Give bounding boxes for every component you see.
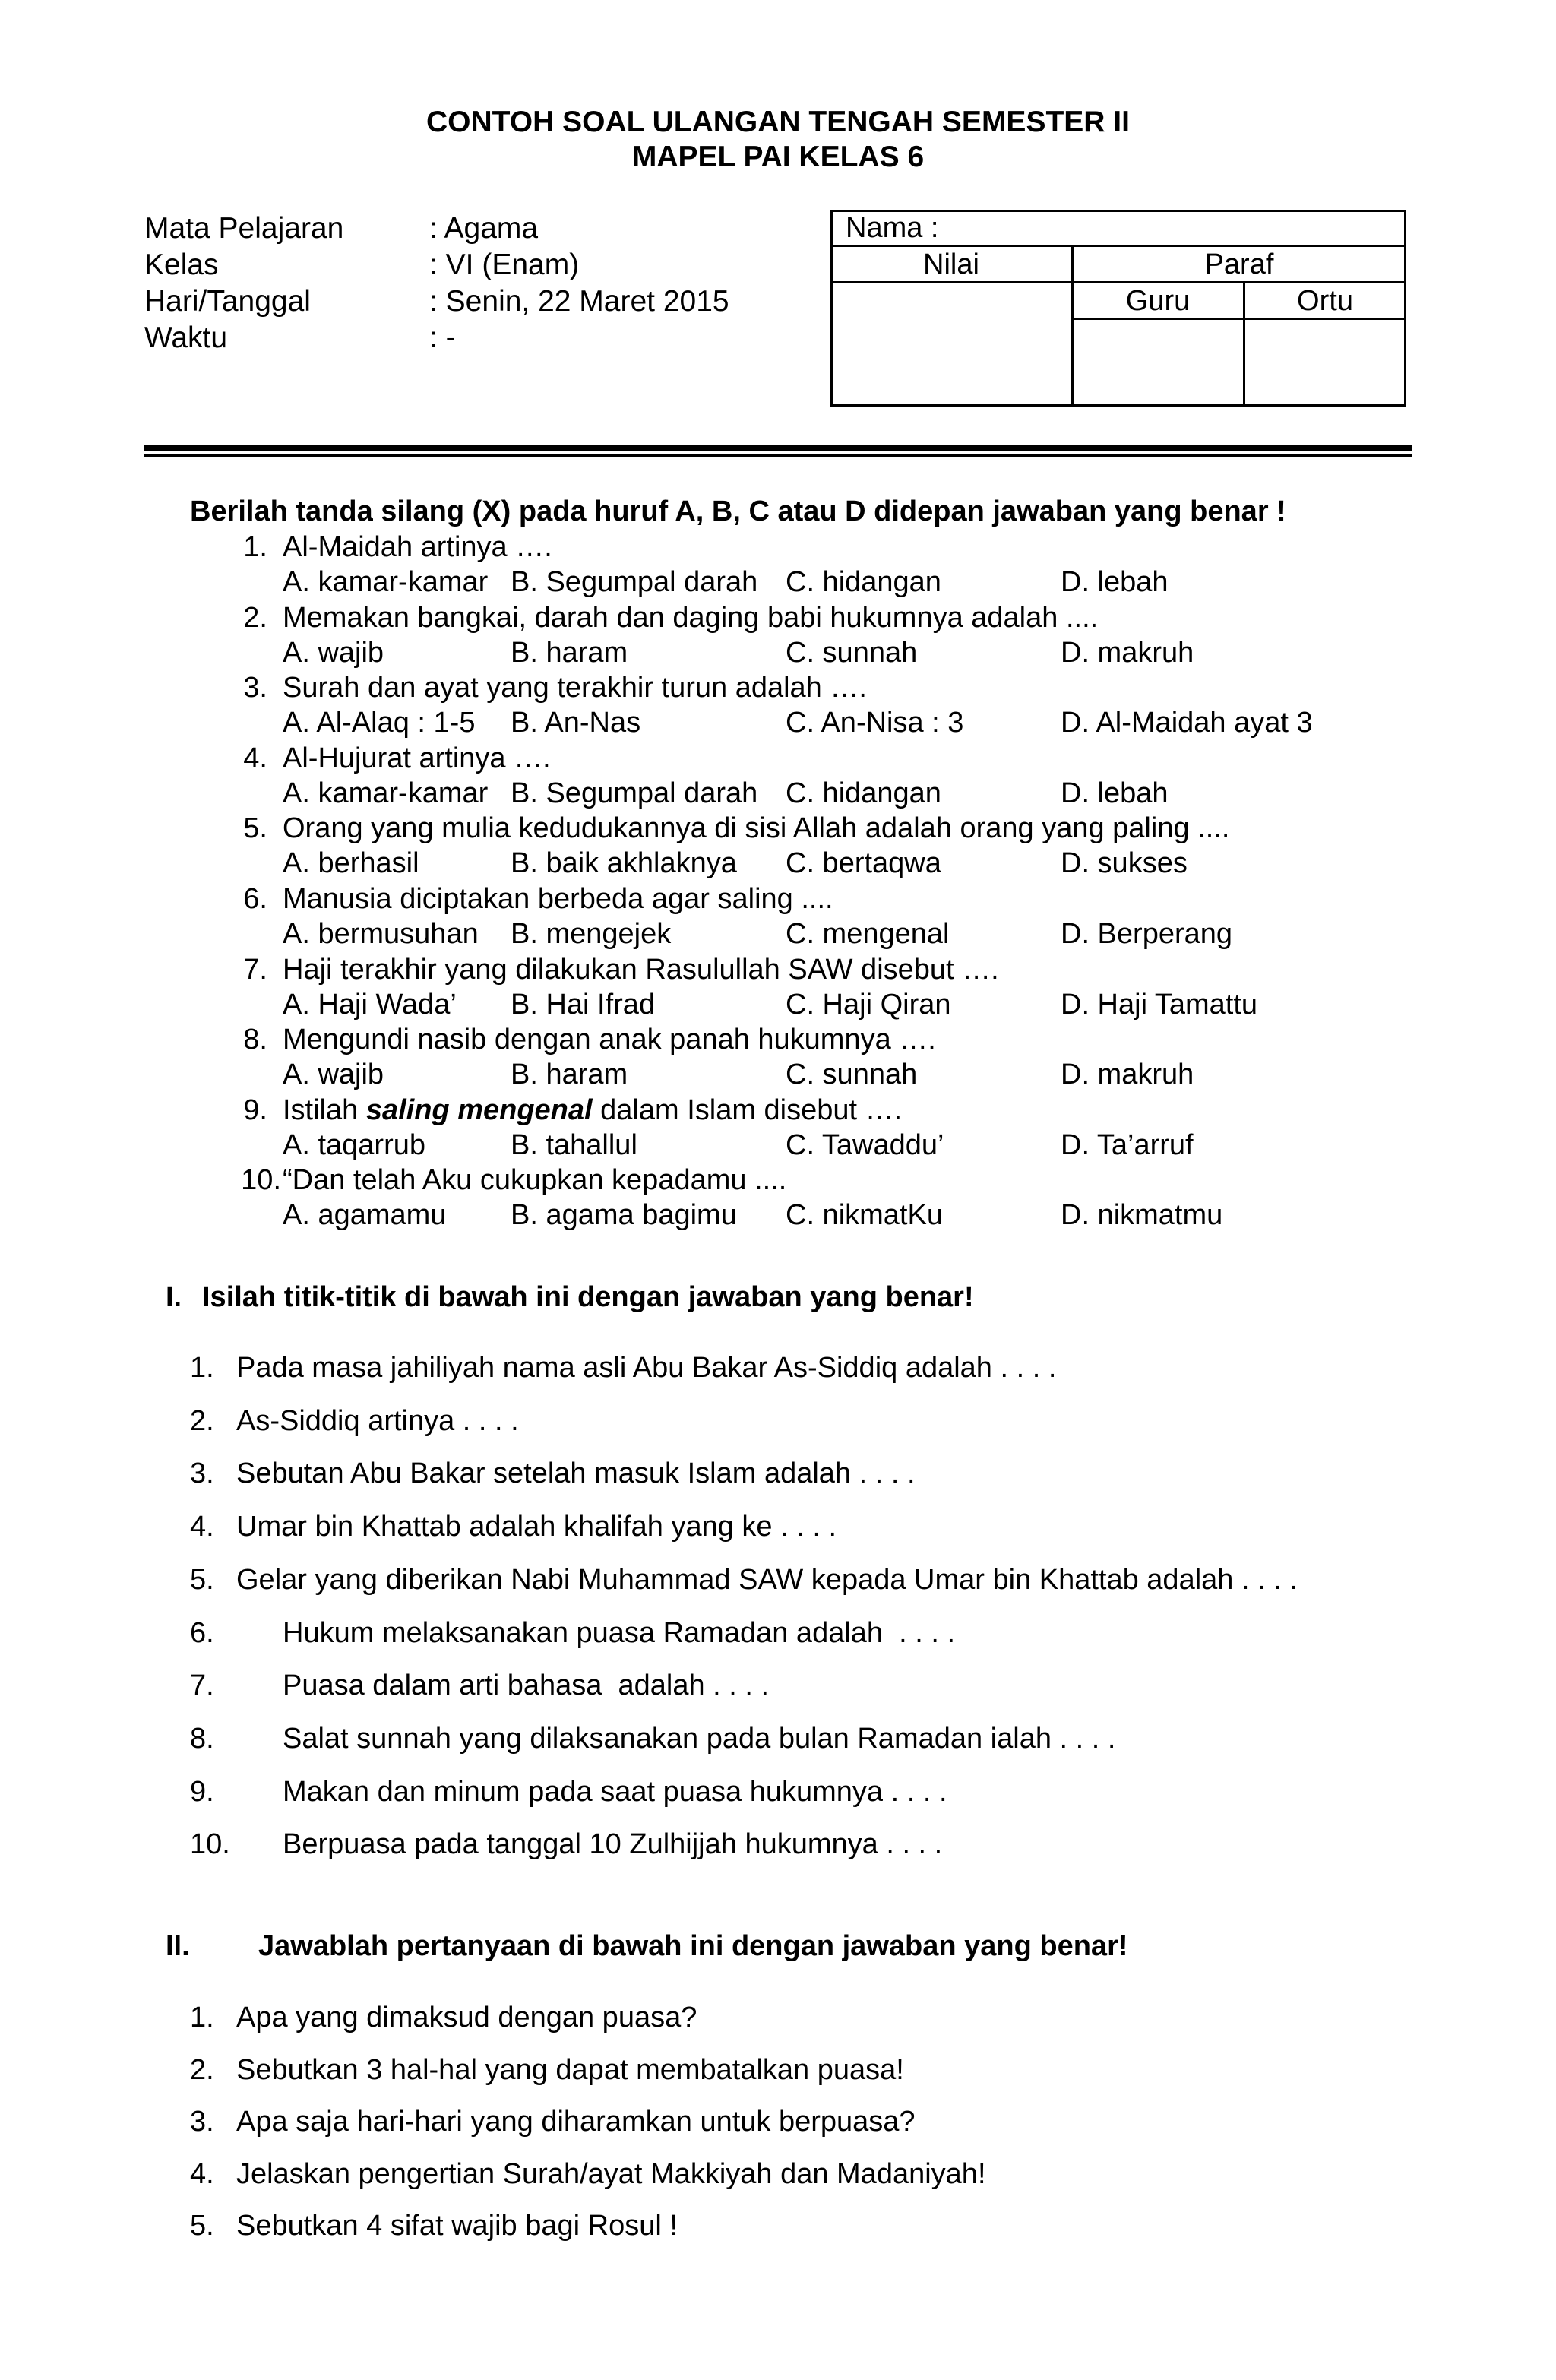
question-text: Surah dan ayat yang terakhir turun adalah …. [283,672,867,704]
answer-option[interactable]: B. haram [511,1059,628,1090]
question-text-part: Istilah [283,1094,366,1126]
question-number: 10. [190,1828,230,1860]
answer-option[interactable]: A. Haji Wada’ [283,989,457,1021]
header-rule [144,445,1412,451]
answer-option[interactable]: B. tahallul [511,1129,637,1161]
grade-box [830,210,1406,407]
question-number: 2. [243,602,267,634]
question-text: Memakan bangkai, darah dan daging babi hukumnya adalah .... [283,602,1099,634]
question-text: Mengundi nasib dengan anak panah hukumnya …. [283,1024,936,1055]
question-number: 9. [243,1094,267,1126]
question-number: 5. [190,1564,214,1596]
question-number: 2. [190,2054,214,2086]
question-number: 3. [190,2106,214,2138]
info-label: Kelas [144,248,219,281]
info-label: Mata Pelajaran [144,212,344,245]
fill-question-text: Gelar yang diberikan Nabi Muhammad SAW kepada Umar bin Khattab adalah . . . . [236,1564,1298,1596]
info-value: : - [429,321,456,354]
mc-question [0,1163,1556,1198]
fill-question-text: As-Siddiq artinya . . . . [236,1405,519,1437]
answer-option[interactable]: D. makruh [1061,1059,1194,1090]
question-number: 7. [243,954,267,986]
answer-option[interactable]: D. makruh [1061,637,1194,669]
question-number: 6. [190,1617,214,1649]
question-number: 1. [190,1352,214,1384]
answer-option[interactable]: D. Al-Maidah ayat 3 [1061,707,1313,739]
answer-option[interactable]: A. Al-Alaq : 1-5 [283,707,476,739]
mc-question [0,670,1556,705]
fill-question-text: Puasa dalam arti bahasa adalah . . . . [283,1669,770,1701]
essay-question-text: Apa saja hari-hari yang diharamkan untuk berpuasa? [236,2106,916,2138]
question-text: Manusia diciptakan berbeda agar saling .... [283,883,833,915]
mc-question [0,881,1556,916]
answer-option[interactable]: B. Hai Ifrad [511,989,656,1021]
answer-option[interactable]: A. kamar-kamar [283,777,489,809]
answer-option[interactable]: C. nikmatKu [786,1199,943,1231]
question-number: 7. [190,1669,214,1701]
mc-question [0,952,1556,987]
mc-question [0,600,1556,635]
answer-option[interactable]: A. agamamu [283,1199,447,1231]
parent-label: Ortu [1297,285,1353,317]
info-label: Waktu [144,321,228,354]
question-emphasis: saling mengenal [365,1094,593,1126]
grade-box-divider [1072,281,1406,283]
answer-option[interactable]: B. mengejek [511,918,672,950]
answer-option[interactable]: D. lebah [1061,777,1169,809]
question-text: Orang yang mulia kedudukannya di sisi Allah adalah orang yang paling .... [283,812,1230,844]
answer-option[interactable]: C. hidangan [786,777,941,809]
fill-question-text: Hukum melaksanakan puasa Ramadan adalah . . . . [283,1617,956,1649]
header-rule-thin [144,454,1412,457]
grade-box-divider [830,281,1072,283]
name-field-label: Nama : [846,212,939,244]
question-number: 1. [190,2002,214,2033]
section-heading: Jawablah pertanyaan di bawah ini dengan jawaban yang benar! [258,1930,1128,1962]
answer-option[interactable]: A. wajib [283,1059,384,1090]
answer-option[interactable]: C. Tawaddu’ [786,1129,944,1161]
question-number: 6. [243,883,267,915]
grade-box-divider [830,245,1406,247]
essay-question-text: Jelaskan pengertian Surah/ayat Makkiyah dan Madaniyah! [236,2158,986,2190]
question-number: 4. [190,1511,214,1543]
question-number: 4. [190,2158,214,2190]
question-text-part: dalam Islam disebut …. [592,1094,903,1126]
question-text [283,1093,902,1128]
answer-option[interactable]: A. wajib [283,637,384,669]
question-number: 4. [243,742,267,774]
fill-question-text: Sebutan Abu Bakar setelah masuk Islam adalah . . . . [236,1457,916,1489]
answer-option[interactable]: D. Berperang [1061,918,1233,950]
question-text: Al-Maidah artinya …. [283,531,552,563]
section-heading: Isilah titik-titik di bawah ini dengan jawaban yang benar! [202,1281,974,1313]
question-number: 8. [190,1723,214,1755]
answer-option[interactable]: A. bermusuhan [283,918,479,950]
question-text: Haji terakhir yang dilakukan Rasulullah SAW disebut …. [283,954,999,986]
question-number: 5. [243,812,267,844]
answer-option[interactable]: B. agama bagimu [511,1199,737,1231]
answer-option[interactable]: D. nikmatmu [1061,1199,1223,1231]
grade-box-border [830,210,833,407]
page-title: CONTOH SOAL ULANGAN TENGAH SEMESTER II [426,106,1130,138]
grade-box-border [830,404,1406,407]
answer-option[interactable]: C. hidangan [786,566,941,598]
grade-box-divider [1072,318,1406,320]
answer-option[interactable]: D. Ta’arruf [1061,1129,1194,1161]
essay-question-text: Apa yang dimaksud dengan puasa? [236,2002,697,2033]
page-subtitle: MAPEL PAI KELAS 6 [631,141,925,173]
question-text: “Dan telah Aku cukupkan kepadamu .... [283,1164,787,1196]
info-value: : Senin, 22 Maret 2015 [429,285,729,318]
info-value: : Agama [429,212,539,245]
answer-option[interactable]: C. mengenal [786,918,950,950]
mc-question [0,811,1556,846]
question-number: 5. [190,2210,214,2242]
question-number: 8. [243,1024,267,1055]
fill-question-text: Pada masa jahiliyah nama asli Abu Bakar As-Siddiq adalah . . . . [236,1352,1057,1384]
fill-question-text: Salat sunnah yang dilaksanakan pada bulan Ramadan ialah . . . . [283,1723,1116,1755]
answer-option[interactable]: B. Segumpal darah [511,777,758,809]
question-number: 9. [190,1776,214,1808]
mc-question [0,1093,1556,1128]
answer-option[interactable]: C. An-Nisa : 3 [786,707,964,739]
answer-option[interactable]: A. taqarrub [283,1129,425,1161]
answer-option[interactable]: A. kamar-kamar [283,566,489,598]
answer-option[interactable]: D. sukses [1061,847,1188,879]
answer-option[interactable]: B. baik akhlaknya [511,847,737,879]
info-label: Hari/Tanggal [144,285,311,318]
question-number: 3. [190,1457,214,1489]
answer-option[interactable]: C. Haji Qiran [786,989,951,1021]
question-text: Al-Hujurat artinya …. [283,742,551,774]
fill-question-text: Berpuasa pada tanggal 10 Zulhijjah hukumnya . . . . [283,1828,943,1860]
signature-label: Paraf [1204,248,1274,280]
mc-question [0,530,1556,565]
answer-option[interactable]: C. bertaqwa [786,847,941,879]
section-number: II. [166,1930,190,1962]
mc-question [0,1022,1556,1057]
mc-instruction: Berilah tanda silang (X) pada huruf A, B, C atau D didepan jawaban yang benar ! [190,495,1286,527]
answer-option[interactable]: C. sunnah [786,637,918,669]
question-number: 10. [241,1164,281,1196]
answer-option[interactable]: D. lebah [1061,566,1169,598]
section-number: I. [166,1281,182,1313]
teacher-label: Guru [1125,285,1191,317]
question-number: 1. [243,531,267,563]
mc-question [0,741,1556,776]
answer-option[interactable]: D. Haji Tamattu [1061,989,1258,1021]
question-number: 2. [190,1405,214,1437]
info-value: : VI (Enam) [429,248,580,281]
answer-option[interactable]: B. An-Nas [511,707,641,739]
answer-option[interactable]: B. haram [511,637,628,669]
essay-question-text: Sebutkan 4 sifat wajib bagi Rosul ! [236,2210,678,2242]
question-number: 3. [243,672,267,704]
answer-option[interactable]: C. sunnah [786,1059,918,1090]
fill-question-text: Umar bin Khattab adalah khalifah yang ke . . . . [236,1511,837,1543]
answer-option[interactable]: B. Segumpal darah [511,566,758,598]
answer-option[interactable]: A. berhasil [283,847,419,879]
grade-label: Nilai [923,248,979,280]
fill-question-text: Makan dan minum pada saat puasa hukumnya . . . . [283,1776,947,1808]
essay-question-text: Sebutkan 3 hal-hal yang dapat membatalkan puasa! [236,2054,904,2086]
